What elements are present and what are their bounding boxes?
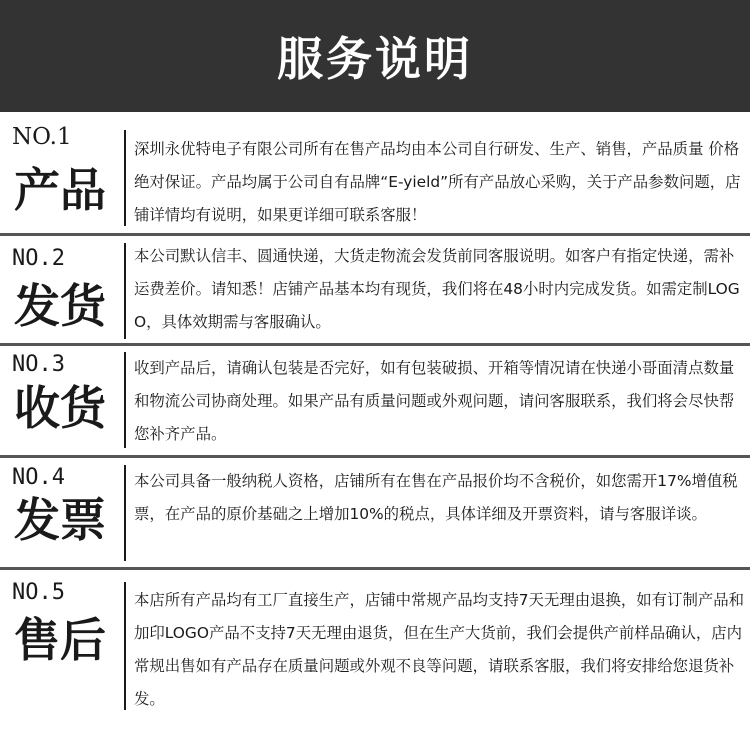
section-number: NO.4 bbox=[12, 465, 65, 490]
section-description: 本公司具备一般纳税人资格，店铺所有在售在产品报价均不含税价，如您需开17%增值税票，在产品的原价基础之上增加10%的税点，具体详细及开票资料，请与客服详谈。 bbox=[134, 472, 738, 523]
section-description: 本公司默认信丰、圆通快递，大货走物流会发货前同客服说明。如客户有指定快递，需补运费差价。请知悉！店铺产品基本均有现货，我们将在48小时内完成发货。如需定制LOGO，具体效期需与客服确认。 bbox=[134, 247, 740, 331]
divider bbox=[0, 233, 750, 236]
section-separator bbox=[124, 243, 126, 339]
section-description: 收到产品后，请确认包装是否完好，如有包装破损、开箱等情况请在快递小哥面清点数量和物流公司协商处理。如果产品有质量问题或外观问题，请问客服联系，我们将会尽快帮您补齐产品。 bbox=[134, 359, 735, 443]
section-number: NO.3 bbox=[12, 352, 65, 377]
section-separator bbox=[124, 352, 126, 448]
section-number: NO.1 bbox=[12, 124, 72, 150]
section-title: 发货 bbox=[14, 279, 106, 333]
section-title: 发票 bbox=[14, 493, 106, 547]
section-separator bbox=[124, 130, 126, 226]
divider bbox=[0, 455, 750, 458]
section-number: NO.5 bbox=[12, 580, 65, 605]
page-header bbox=[0, 0, 750, 112]
section-description: 本店所有产品均有工厂直接生产，店铺中常规产品均支持7天无理由退换，如有订制产品和加印LOGO产品不支持7天无理由退货，但在生产大货前，我们会提供产前样品确认，店内常规出售如有产品存在质量问题或外观不良等问题，请联系客服，我们将安排给您退货补发。 bbox=[134, 591, 745, 708]
divider bbox=[0, 567, 750, 570]
page-title: 服务说明 bbox=[277, 32, 473, 86]
section-separator bbox=[124, 582, 126, 710]
section-title: 售后 bbox=[14, 613, 106, 667]
divider bbox=[0, 343, 750, 346]
section-title: 收货 bbox=[14, 381, 106, 435]
section-description: 深圳永优特电子有限公司所有在售产品均由本公司自行研发、生产、销售，产品质量 价格绝对保证。产品均属于公司自有品牌“E-yield”所有产品放心采购，关于产品参数问题，店铺详情均有说明，如果更详细可联系客服！ bbox=[134, 140, 741, 224]
section-title: 产品 bbox=[14, 163, 106, 217]
section-number: NO.2 bbox=[12, 246, 65, 271]
section-separator bbox=[124, 465, 126, 561]
